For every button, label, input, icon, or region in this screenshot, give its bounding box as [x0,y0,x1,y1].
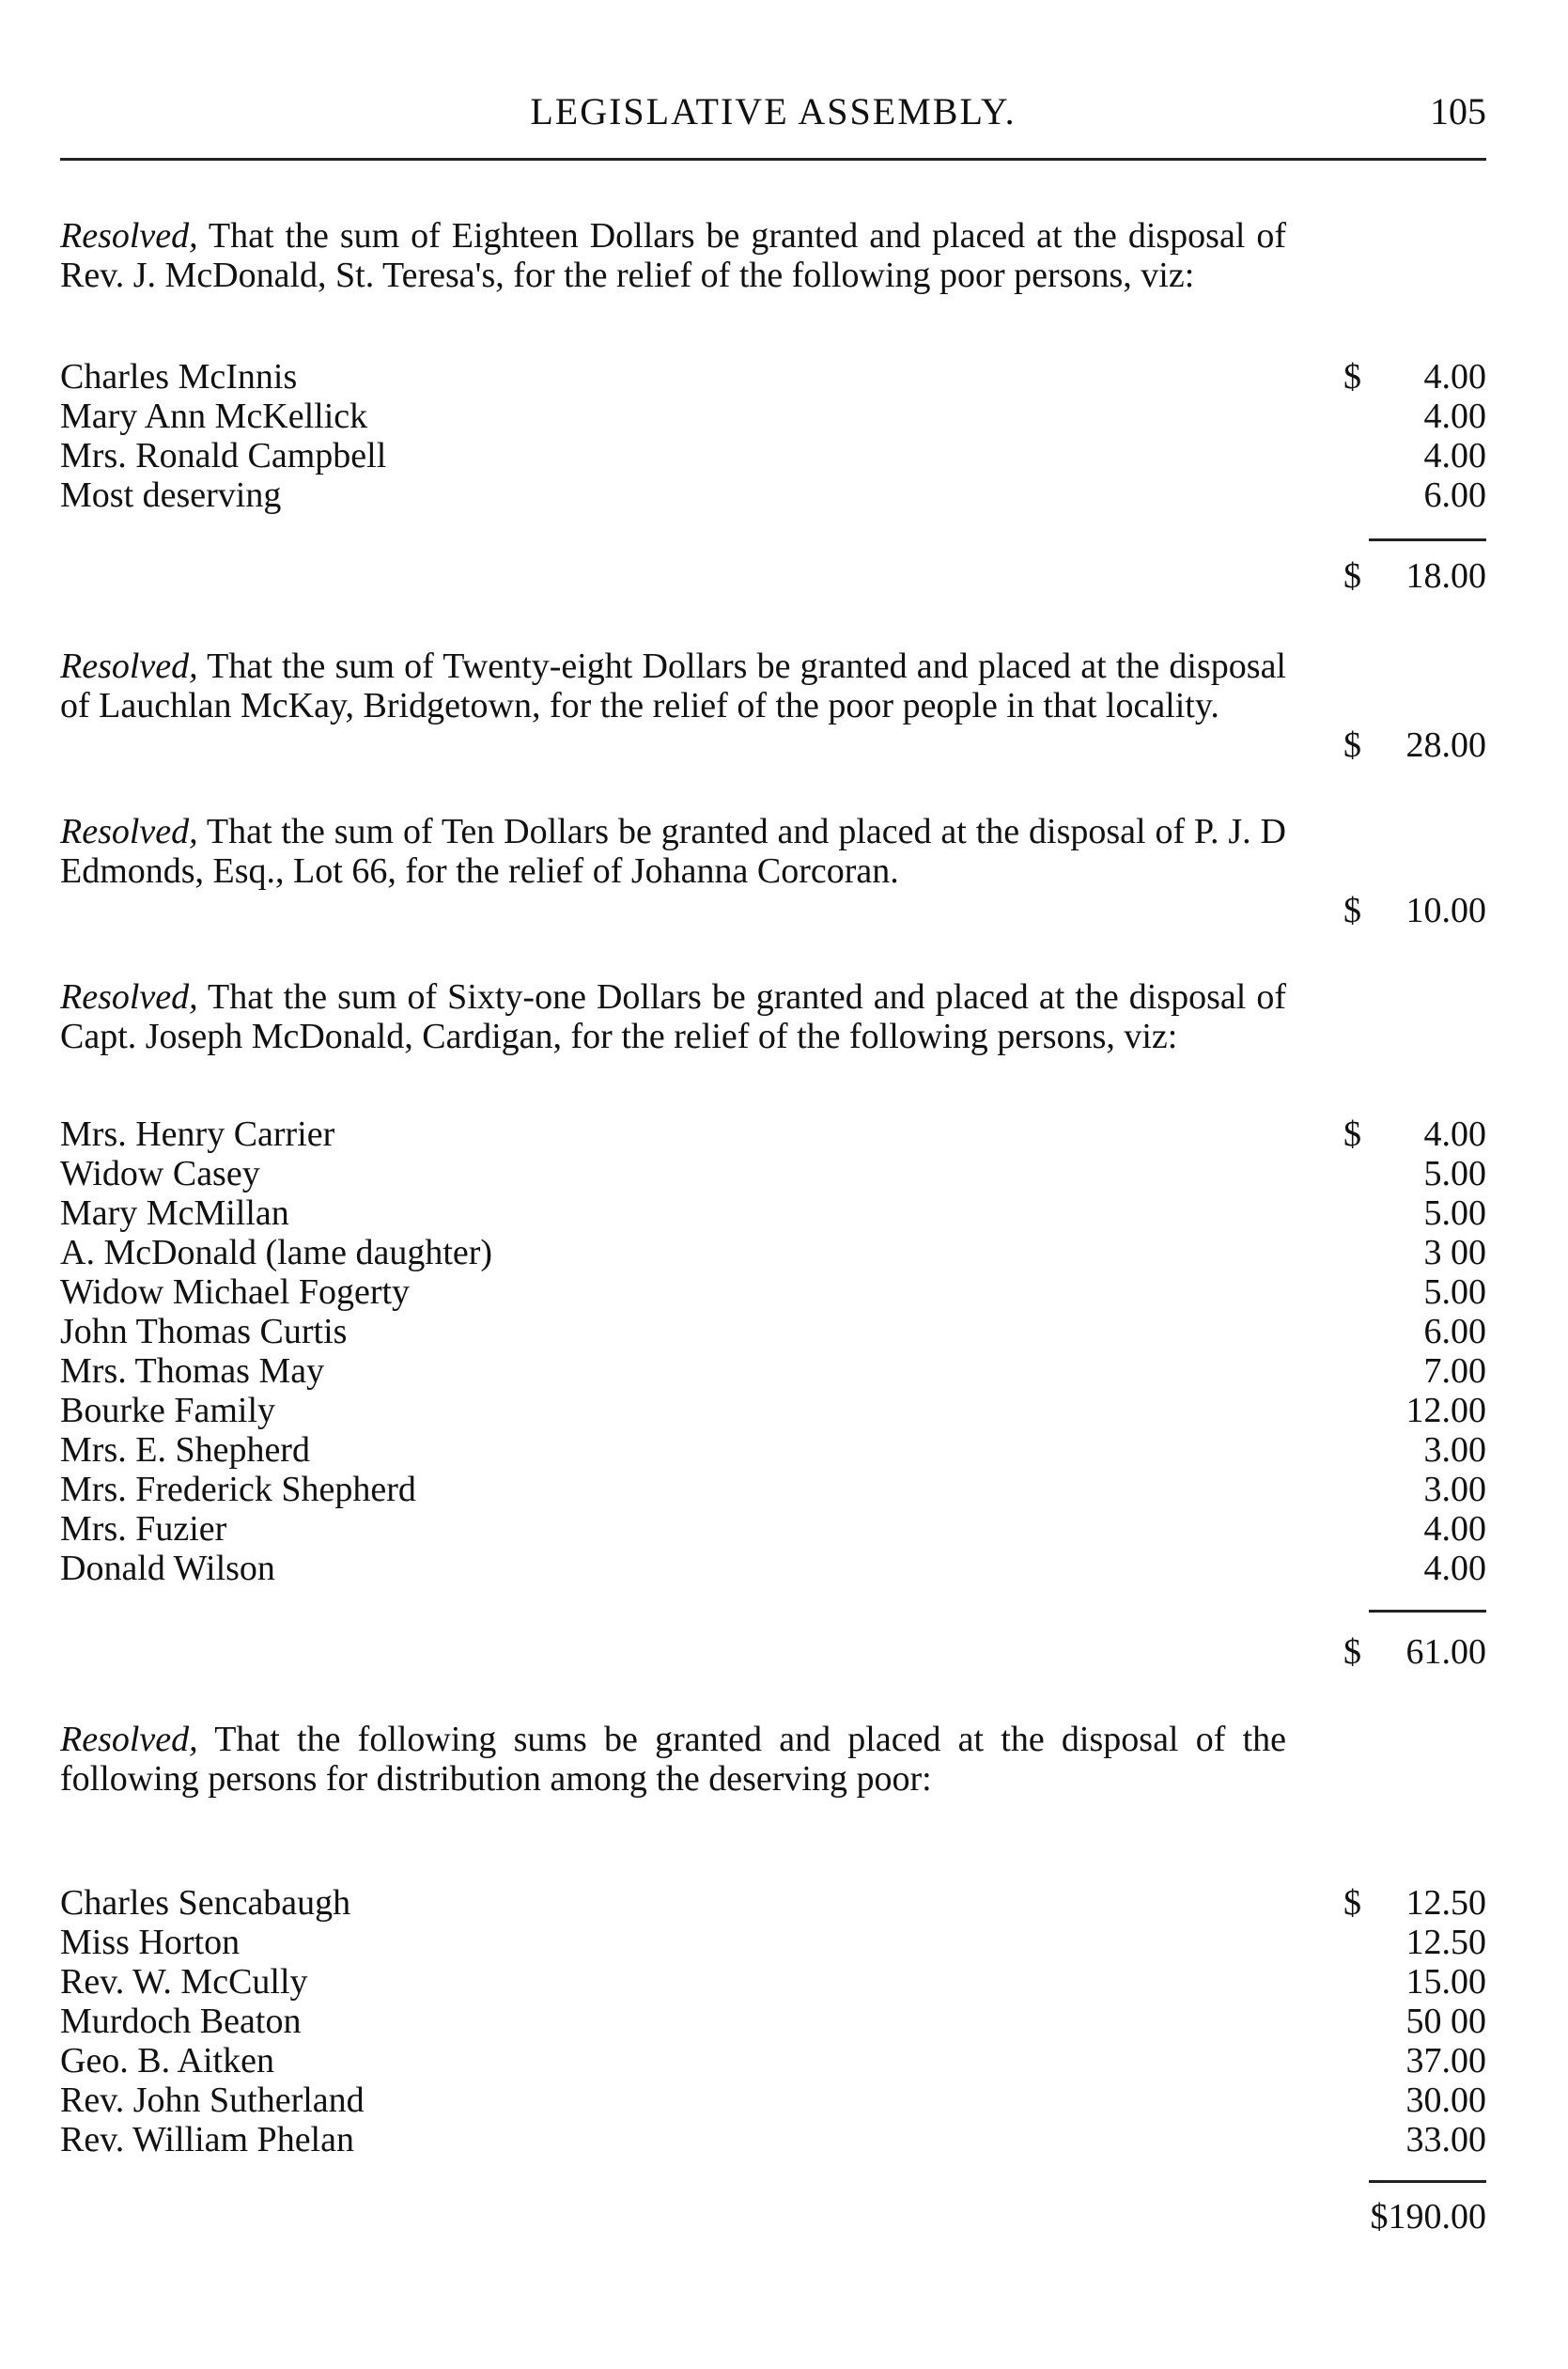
dollar-sign: $ [1343,891,1361,930]
list-item [60,1549,1486,1588]
recipient-name: Mrs. Thomas May [60,1351,325,1391]
amount: 10.00 [1405,891,1486,930]
amount: 12.50 [1405,1883,1486,1923]
list-item [60,1351,1486,1391]
list-item [60,1430,1486,1470]
recipient-name: Widow Michael Fogerty [60,1272,411,1312]
recipient-name: Mrs. Frederick Shepherd [60,1470,416,1509]
list-item [60,1312,1486,1351]
recipient-name: Mary McMillan [60,1193,289,1233]
list-item [60,1923,1486,1962]
amount: 3.00 [1423,1430,1486,1470]
relief-list [60,357,1486,515]
sum-rule [1369,538,1486,541]
amount: 5.00 [1423,1193,1486,1233]
recipient-name: Mrs. E. Shepherd [60,1430,310,1470]
list-item [60,1962,1486,2002]
header-rule [60,158,1486,161]
amount: 12.00 [1405,1391,1486,1430]
list-item [60,1509,1486,1549]
amount: 33.00 [1405,2120,1486,2159]
list-item [60,1154,1486,1193]
recipient-name: Most deserving [60,475,282,515]
amount: 3 00 [1423,1233,1486,1272]
recipient-name: Rev. John Sutherland [60,2081,365,2120]
recipient-name: Mrs. Ronald Campbell [60,436,387,475]
list-item [60,2081,1486,2120]
list-item [60,397,1486,436]
amount: 5.00 [1423,1154,1486,1193]
recipient-name: Widow Casey [60,1154,260,1193]
sum-rule [1369,2180,1486,2183]
recipient-name: Miss Horton [60,1923,241,1962]
dollar-sign: $ [1343,1883,1361,1923]
list-item [60,475,1486,515]
recipient-name: Mrs. Henry Carrier [60,1114,335,1154]
page-header [60,89,1486,146]
amount: 3.00 [1423,1470,1486,1509]
relief-list [60,1883,1486,2159]
amount: 15.00 [1405,1962,1486,2002]
resolved-label: Resolved, [60,812,198,851]
amount: 7.00 [1423,1351,1486,1391]
list-item [60,1272,1486,1312]
recipient-name: Rev. W. McCully [60,1962,308,2002]
resolution-paragraph [60,812,1286,891]
list-item [60,2120,1486,2159]
recipient-name: Bourke Family [60,1391,276,1430]
resolution-text: That the sum of Ten Dollars be granted and placed at the disposal of P. J. D Edmonds, Esq., Lot 66, for the relief of Johanna Corcoran. [60,812,1286,891]
list-item [60,1883,1486,1923]
section-total [1343,2197,1486,2237]
dollar-sign: $ [1343,357,1361,397]
amount: 6.00 [1423,1312,1486,1351]
list-item [60,1470,1486,1509]
resolved-label: Resolved, [60,1720,198,1759]
running-title: LEGISLATIVE ASSEMBLY. [530,90,1017,132]
recipient-name: Charles McInnis [60,357,298,397]
list-item [60,357,1486,397]
amount: 4.00 [1423,436,1486,475]
section-total [1343,1632,1486,1672]
amount: 5.00 [1423,1272,1486,1312]
list-item [60,1114,1486,1154]
list-item [60,1391,1486,1430]
list-item [60,1193,1486,1233]
recipient-name: Murdoch Beaton [60,2002,302,2041]
amount: 30.00 [1405,2081,1486,2120]
section-total [1343,556,1486,596]
amount: 12.50 [1405,1923,1486,1962]
recipient-name: Donald Wilson [60,1549,275,1588]
amount: 4.00 [1423,1509,1486,1549]
resolution-text: That the sum of Sixty-one Dollars be granted and placed at the disposal of Capt. Joseph McDonald, Cardigan, for the relief of the following persons, viz: [60,977,1286,1056]
dollar-sign: $ [1343,725,1361,765]
resolution-paragraph [60,1720,1286,1799]
recipient-name: Geo. B. Aitken [60,2041,274,2081]
list-item [60,2002,1486,2041]
relief-list [60,1114,1486,1588]
dollar-sign: $ [1343,1114,1361,1154]
resolution-paragraph [60,977,1286,1056]
amount: 4.00 [1423,1549,1486,1588]
recipient-name: Rev. William Phelan [60,2120,354,2159]
resolution-text: That the sum of Eighteen Dollars be granted and placed at the disposal of Rev. J. McDonald, St. Teresa's, for the relief of the following poor persons, viz: [60,216,1286,295]
amount: 37.00 [1405,2041,1486,2081]
resolution-text: That the following sums be granted and placed at the disposal of the following persons for distribution among the deserving poor: [60,1720,1286,1799]
list-item [60,1233,1486,1272]
amount: 4.00 [1423,1114,1486,1154]
resolution-paragraph [60,647,1286,725]
recipient-name: Mrs. Fuzier [60,1509,227,1549]
dollar-sign: $ [1343,556,1361,596]
list-item [60,2041,1486,2081]
amount: 28.00 [1405,725,1486,765]
amount: 4.00 [1423,357,1486,397]
total-amount: $190.00 [1370,2197,1486,2237]
amount: 6.00 [1423,475,1486,515]
total-amount: 18.00 [1405,556,1486,596]
recipient-name: A. McDonald (lame daughter) [60,1233,493,1272]
sum-rule [1369,1610,1486,1613]
recipient-name: Charles Sencabaugh [60,1883,351,1923]
resolved-label: Resolved, [60,216,198,256]
amount: 50 00 [1405,2002,1486,2041]
dollar-sign: $ [1343,1632,1361,1672]
resolution-text: That the sum of Twenty-eight Dollars be granted and placed at the disposal of Lauchlan McKay, Bridgetown, for the relief of the poor people in that locality. [60,647,1286,725]
resolved-label: Resolved, [60,977,198,1017]
list-item [60,436,1486,475]
amount: 4.00 [1423,397,1486,436]
recipient-name: Mary Ann McKellick [60,397,368,436]
resolution-paragraph [60,216,1286,295]
page-number: 105 [1430,90,1486,132]
recipient-name: John Thomas Curtis [60,1312,348,1351]
resolved-label: Resolved, [60,647,198,686]
total-amount: 61.00 [1405,1632,1486,1672]
